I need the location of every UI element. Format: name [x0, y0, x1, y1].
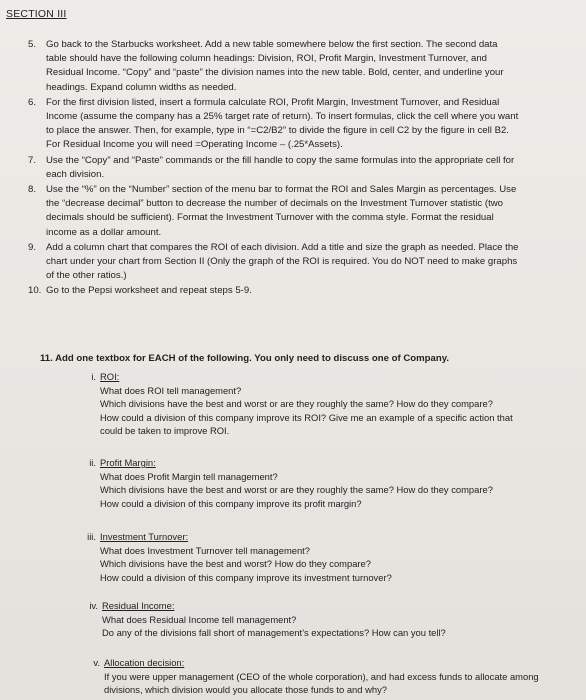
- sub-item-line: How could a division of this company improve its ROI? Give me an example of a specific action that: [100, 411, 513, 423]
- step-line: the “decrease decimal” button to decrease the number of decimals on the Investment Turnover statistic (two: [46, 198, 503, 210]
- sub-item-allocation-decision: [93, 656, 574, 697]
- step-line: For Residual Income you will need =Operating Income – (.25*Assets).: [46, 139, 343, 151]
- sub-item-heading: Residual Income:: [102, 600, 175, 611]
- sub-item-heading: Allocation decision:: [104, 657, 185, 668]
- step-line: headings. Expand column widths as needed.: [46, 81, 237, 93]
- sub-item-line: If you were upper management (CEO of the whole corporation), and had excess funds to allocate among: [104, 670, 539, 682]
- step-number: 8.: [28, 184, 37, 196]
- question-11-title: 11. Add one textbox for EACH of the following. You only need to discuss one of Company.: [40, 353, 450, 364]
- step-number: 9.: [28, 241, 37, 253]
- sub-item-line: What does Profit Margin tell management?: [100, 470, 278, 482]
- step-line: Use the “%” on the “Number” section of the menu bar to format the ROI and Sales Margin as percentages. Use: [46, 184, 517, 196]
- sub-item-line: How could a division of this company improve its investment turnover?: [100, 571, 392, 583]
- sub-item-line: What does Residual Income tell management?: [102, 613, 297, 625]
- sub-item-profit-margin: [89, 456, 570, 510]
- step-line: to place the answer. Then, for example, type in “=C2/B2” to divide the figure in cell C2 by the figure in cell B2.: [46, 125, 509, 137]
- step-line: decimals should be sufficient). Format the Investment Turnover with the comma style. Format the residual: [46, 212, 494, 224]
- step-line: Income (assume the company has a 25% target rate of return). To insert formulas, click the cell where you want: [46, 111, 519, 123]
- step-body: [46, 284, 580, 298]
- step-9: [28, 241, 580, 284]
- step-number: 10.: [28, 285, 42, 297]
- roman-numeral: iv.: [89, 600, 98, 611]
- step-line: Go back to the Starbucks worksheet. Add a new table somewhere below the first section. The second data: [46, 39, 498, 50]
- step-body: [46, 154, 580, 182]
- step-5: [28, 38, 580, 95]
- step-body: [46, 96, 580, 153]
- sub-item-line: What does Investment Turnover tell management?: [100, 544, 311, 556]
- step-line: each division.: [46, 168, 105, 180]
- step-line: income as a dollar amount.: [46, 226, 162, 238]
- step-body: [46, 183, 580, 240]
- sub-item-investment-turnover: [87, 530, 570, 584]
- sub-item-heading: Profit Margin:: [100, 457, 156, 468]
- sub-item-roi: [91, 370, 570, 438]
- step-line: Add a column chart that compares the ROI of each division. Add a title and size the graph as needed. Place the: [46, 241, 519, 253]
- step-line: Use the “Copy” and “Paste” commands or the fill handle to copy the same formulas into the appropriate cell for: [46, 154, 515, 166]
- step-body: [46, 241, 580, 284]
- step-line: of the other ratios.): [46, 270, 127, 282]
- sub-item-line: How could a division of this company improve its profit margin?: [100, 497, 362, 509]
- step-8: [28, 183, 580, 240]
- sub-item-line: Which divisions have the best and worst or are they roughly the same? How do they compare?: [100, 484, 493, 496]
- sub-item-heading: Investment Turnover:: [100, 531, 189, 542]
- roman-numeral: v.: [93, 657, 100, 668]
- sub-item-line: divisions, which division would you allocate those funds to and why?: [104, 684, 387, 696]
- sub-item-heading: ROI:: [100, 371, 120, 382]
- step-6: [28, 96, 580, 153]
- roman-numeral: i.: [91, 371, 96, 382]
- roman-numeral: iii.: [87, 531, 96, 542]
- step-number: 6.: [28, 96, 37, 108]
- step-number: 7.: [28, 154, 37, 166]
- question-11: [40, 352, 570, 368]
- step-7: [28, 154, 580, 182]
- sub-item-line: Which divisions have the best and worst or are they roughly the same? How do they compare?: [100, 398, 493, 410]
- step-line: For the first division listed, insert a formula calculate ROI, Profit Margin, Investment Turnover, and Residual: [46, 96, 500, 108]
- sub-item-line: could be taken to improve ROI.: [100, 425, 230, 437]
- steps-list: [28, 38, 580, 300]
- sub-item-line: What does ROI tell management?: [100, 384, 242, 396]
- sub-item-residual-income: [89, 599, 572, 640]
- step-line: table should have the following column headings: Division, ROI, Profit Margin, Investment Turnover, and: [46, 53, 488, 65]
- step-line: Go to the Pepsi worksheet and repeat steps 5-9.: [46, 285, 252, 297]
- section-title: SECTION III: [6, 8, 67, 20]
- step-number: 5.: [28, 39, 37, 50]
- sub-item-line: Do any of the divisions fall short of management’s expectations? How can you tell?: [102, 627, 446, 639]
- roman-numeral: ii.: [89, 457, 96, 468]
- step-line: chart under your chart from Section II (Only the graph of the ROI is required. You do NOT need to make graphs: [46, 256, 518, 268]
- step-body: [46, 38, 580, 95]
- sub-item-line: Which divisions have the best and worst? How do they compare?: [100, 558, 371, 570]
- step-10: [28, 284, 580, 298]
- step-line: Residual Income. “Copy” and “paste” the division names into the new table. Bold, center, and underline your: [46, 67, 504, 79]
